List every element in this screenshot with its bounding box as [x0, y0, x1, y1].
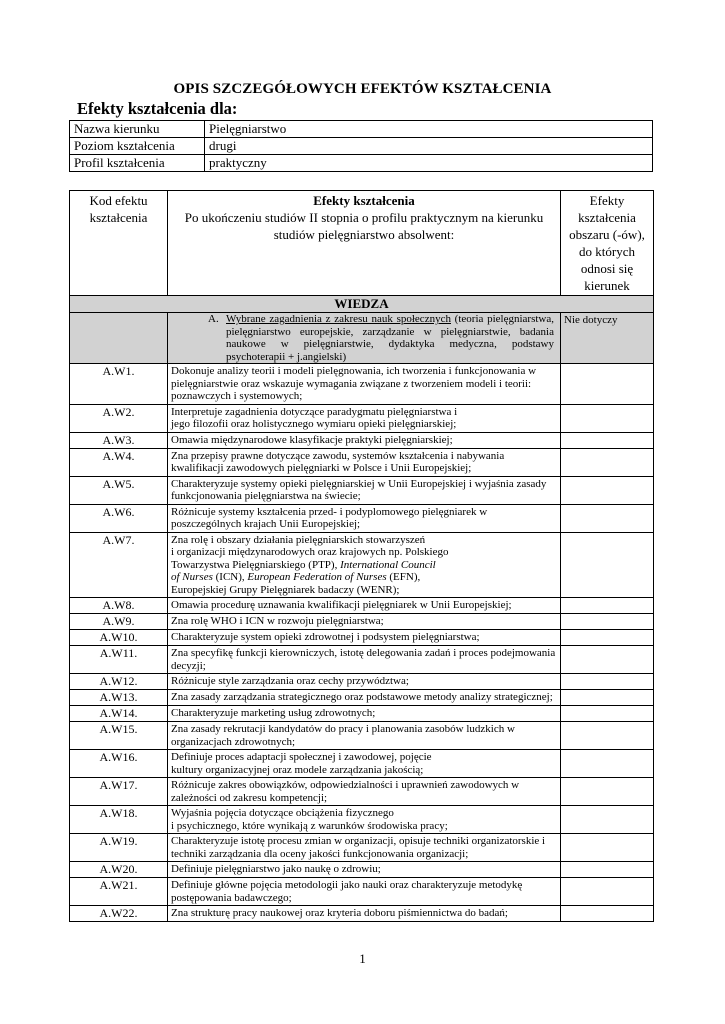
table-row — [70, 614, 654, 630]
outcome-code: A.W19. — [70, 834, 168, 862]
table-row — [70, 778, 654, 806]
table-row — [70, 598, 654, 614]
outcome-code: A.W11. — [70, 646, 168, 674]
outcome-italic-text: International Council of Nurses — [171, 558, 436, 583]
table-row — [70, 906, 654, 922]
outcome-area — [561, 778, 654, 806]
outcome-code: A.W21. — [70, 878, 168, 906]
outcome-code: A.W10. — [70, 630, 168, 646]
outcome-description: Definiuje pielęgniarstwo jako naukę o zdrowiu; — [168, 862, 561, 878]
outcome-description: Charakteryzuje system opieki zdrowotnej i podsystem pielęgniarstwa; — [168, 630, 561, 646]
table-row — [70, 504, 654, 532]
outcome-description: Charakteryzuje systemy opieki pielęgniarskiej w Unii Europejskiej i wyjaśnia zasady funkcjonowania pielęgniarstwa na świecie; — [168, 476, 561, 504]
outcome-code: A.W7. — [70, 532, 168, 598]
outcome-description: Zna przepisy prawne dotyczące zawodu, systemów kształcenia i nabywania kwalifikacji zawodowych pielęgniarki w Polsce i Unii Europejskiej; — [168, 448, 561, 476]
outcome-area — [561, 504, 654, 532]
table-row — [70, 630, 654, 646]
header-code: Kod efektu kształcenia — [70, 191, 168, 296]
outcome-area — [561, 878, 654, 906]
page-title: OPIS SZCZEGÓŁOWYCH EFEKTÓW KSZTAŁCENIA — [173, 81, 552, 97]
outcome-code: A.W9. — [70, 614, 168, 630]
outcome-code: A.W3. — [70, 432, 168, 448]
outcome-description: Zna zasady zarządzania strategicznego oraz podstawowe metody analizy strategicznej; — [168, 690, 561, 706]
info-value: Pielęgniarstwo — [205, 121, 653, 138]
table-row — [70, 834, 654, 862]
table-row — [70, 476, 654, 504]
outcome-area — [561, 630, 654, 646]
header-outcomes-title: Efekty kształcenia — [313, 193, 415, 208]
outcome-italic-text: European Federation of Nurses — [247, 571, 387, 583]
outcome-description — [168, 532, 561, 598]
table-row — [70, 862, 654, 878]
header-outcomes — [168, 191, 561, 296]
outcome-text-part: Zna rolę i obszary działania pielęgniarskich stowarzyszeń i organizacji międzynarodowych oraz krajowych np. Polskiego Towarzystwa Pielęgniarskiego (PTP), — [171, 533, 449, 571]
outcome-area — [561, 598, 654, 614]
page-number: 1 — [359, 951, 366, 966]
info-row — [70, 121, 653, 138]
outcome-area — [561, 448, 654, 476]
outcome-code: A.W18. — [70, 806, 168, 834]
outcome-code: A.W15. — [70, 722, 168, 750]
outcome-area — [561, 722, 654, 750]
table-row — [70, 706, 654, 722]
outcome-code: A.W13. — [70, 690, 168, 706]
outcome-description: Różnicuje systemy kształcenia przed- i podyplomowego pielęgniarek w poszczególnych krajach Unii Europejskiej; — [168, 504, 561, 532]
outcome-area — [561, 532, 654, 598]
category-rest-text: (teoria pielęgniarstwa, pielęgniarstwo europejskie, zarządzanie w pielęgniarstwie, badania naukowe w pielęgniarstwie, dydaktyka medyczna, podstawy psychoterapii + j.angielski) — [226, 313, 554, 363]
category-text — [226, 313, 554, 363]
outcome-description: Charakteryzuje istotę procesu zmian w organizacji, opisuje techniki organizatorskie i techniki zarządzania dla oceny jakości funkcjonowania organizacji; — [168, 834, 561, 862]
outcome-description: Definiuje proces adaptacji społecznej i zawodowej, pojęcie kultury organizacyjnej oraz modele zarządzania jakością; — [168, 750, 561, 778]
outcome-area — [561, 476, 654, 504]
category-underlined-text: Wybrane zagadnienia z zakresu nauk społecznych — [226, 313, 451, 325]
outcome-area — [561, 750, 654, 778]
outcome-area — [561, 404, 654, 432]
outcome-description: Zna strukturę pracy naukowej oraz kryteria doboru piśmiennictwa do badań; — [168, 906, 561, 922]
info-label: Nazwa kierunku — [70, 121, 205, 138]
info-label: Poziom kształcenia — [70, 138, 205, 155]
table-header-row — [70, 191, 654, 296]
category-area: Nie dotyczy — [561, 313, 654, 364]
outcome-description: Charakteryzuje marketing usług zdrowotnych; — [168, 706, 561, 722]
category-letter: A. — [208, 313, 219, 325]
outcome-description: Zna zasady rekrutacji kandydatów do pracy i planowania zasobów ludzkich w organizacjach zdrowotnych; — [168, 722, 561, 750]
table-row — [70, 448, 654, 476]
category-description — [168, 313, 561, 364]
outcome-code: A.W8. — [70, 598, 168, 614]
header-area: Efekty kształcenia obszaru (-ów), do których odnosi się kierunek — [561, 191, 654, 296]
outcome-area — [561, 646, 654, 674]
table-row — [70, 806, 654, 834]
outcome-area — [561, 364, 654, 405]
outcome-area — [561, 906, 654, 922]
outcome-area — [561, 432, 654, 448]
category-row — [70, 313, 654, 364]
info-label: Profil kształcenia — [70, 155, 205, 172]
table-row — [70, 690, 654, 706]
outcome-area — [561, 690, 654, 706]
outcome-description: Zna rolę WHO i ICN w rozwoju pielęgniarstwa; — [168, 614, 561, 630]
outcome-description: Interpretuje zagadnienia dotyczące paradygmatu pielęgniarstwa i jego filozofii oraz holistycznego wymiaru opieki pielęgniarskiej; — [168, 404, 561, 432]
outcome-description: Zna specyfikę funkcji kierowniczych, istotę delegowania zadań i proces podejmowania decyzji; — [168, 646, 561, 674]
outcome-code: A.W4. — [70, 448, 168, 476]
outcome-description: Dokonuje analizy teorii i modeli pielęgnowania, ich tworzenia i funkcjonowania w pielęgniarstwie oraz wskazuje wymagania związane z tworzeniem modeli i teorii: poznawczych i systemowych; — [168, 364, 561, 405]
table-row — [70, 432, 654, 448]
outcome-code: A.W6. — [70, 504, 168, 532]
table-row — [70, 364, 654, 405]
outcome-area — [561, 806, 654, 834]
outcome-area — [561, 862, 654, 878]
info-value: praktyczny — [205, 155, 653, 172]
outcome-area — [561, 614, 654, 630]
outcome-code: A.W5. — [70, 476, 168, 504]
table-row — [70, 878, 654, 906]
table-row — [70, 750, 654, 778]
category-code-cell — [70, 313, 168, 364]
outcome-code: A.W12. — [70, 674, 168, 690]
outcome-description: Definiuje główne pojęcia metodologii jako nauki oraz charakteryzuje metodykę postępowania badawczego; — [168, 878, 561, 906]
outcome-text-part: (ICN), — [212, 571, 248, 583]
outcome-description: Omawia międzynarodowe klasyfikacje praktyki pielęgniarskiej; — [168, 432, 561, 448]
outcome-description: Wyjaśnia pojęcia dotyczące obciążenia fizycznego i psychicznego, które wynikają z warunków środowiska pracy; — [168, 806, 561, 834]
header-outcomes-text: Po ukończeniu studiów II stopnia o profilu praktycznym na kierunku studiów pielęgniarstwo absolwent: — [184, 210, 544, 242]
outcome-code: A.W20. — [70, 862, 168, 878]
learning-outcomes-table — [69, 190, 654, 922]
table-row — [70, 722, 654, 750]
outcome-text-part: (EFN), Europejskiej Grupy Pielęgniarek badaczy (WENR); — [171, 571, 421, 596]
outcome-code: A.W1. — [70, 364, 168, 405]
info-row — [70, 155, 653, 172]
table-row — [70, 404, 654, 432]
section-label: WIEDZA — [70, 296, 654, 313]
section-subtitle: Efekty kształcenia dla: — [77, 99, 238, 118]
outcome-area — [561, 834, 654, 862]
info-value: drugi — [205, 138, 653, 155]
outcome-description: Różnicuje zakres obowiązków, odpowiedzialności i uprawnień zawodowych w zależności od zakresu kompetencji; — [168, 778, 561, 806]
program-info-table — [69, 120, 653, 172]
outcome-code: A.W22. — [70, 906, 168, 922]
outcome-description: Omawia procedurę uznawania kwalifikacji pielęgniarek w Unii Europejskiej; — [168, 598, 561, 614]
outcome-code: A.W14. — [70, 706, 168, 722]
table-row — [70, 646, 654, 674]
table-row — [70, 532, 654, 598]
section-row — [70, 296, 654, 313]
outcome-description: Różnicuje style zarządzania oraz cechy przywództwa; — [168, 674, 561, 690]
outcome-code: A.W16. — [70, 750, 168, 778]
outcome-area — [561, 674, 654, 690]
outcome-code: A.W2. — [70, 404, 168, 432]
outcome-area — [561, 706, 654, 722]
info-row — [70, 138, 653, 155]
outcome-code: A.W17. — [70, 778, 168, 806]
table-row — [70, 674, 654, 690]
